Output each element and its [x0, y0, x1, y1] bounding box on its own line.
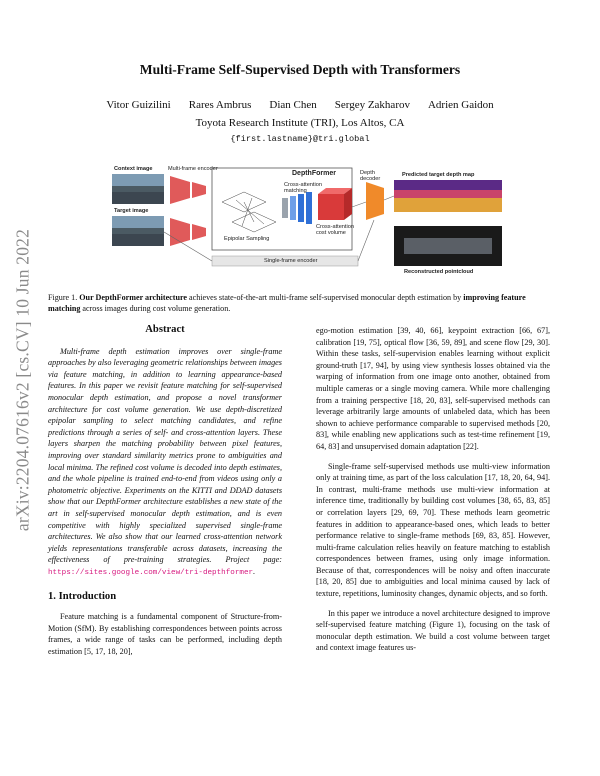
right-paragraph-3: In this paper we introduce a novel architecture designed to improve self-supervised feature matching (Figure 1), focusing on the task of monocular depth estimation. We build a cost volume between target and context image features us-: [316, 608, 550, 653]
author: Sergey Zakharov: [334, 99, 410, 111]
author: Rares Ambrus: [188, 99, 252, 111]
cost-volume-front: [318, 194, 344, 220]
encoder-target-b: [192, 224, 206, 240]
label-cross-attention-matching: Cross-attention matching: [284, 182, 322, 194]
caption-bold-a: Our DepthFormer architecture: [79, 293, 188, 302]
attn-block: [298, 194, 304, 222]
contact-email: {first.lastname}@tri.global: [230, 134, 370, 144]
architecture-diagram: [104, 162, 510, 282]
caption-mid: achieves state-of-the-art multi-frame self-supervised monocular depth estimation by: [187, 293, 464, 302]
label-cross-attention-cost-volume: Cross-attention cost volume: [316, 224, 354, 236]
abstract-heading: Abstract: [145, 324, 185, 335]
label-multi-frame-encoder: Multi-frame encoder: [168, 166, 218, 172]
abstract-text: Multi-frame depth estimation improves over single-frame approaches by also leveraging geometric relationships between images via feature matching, in addition to learning appearance-based features. In this paper we revisit feature matching for self-supervised monocular depth estimation, and propose a novel transformer architecture for cost volume generation. We use depth-discretized epipolar sampling to select matching candidates, and refine predictions through a series of self- and cross-attention layers. These layers sharpen the matching probability between pixel features, improving over standard similarity metrics prone to ambiguities and local minima. The refined cost volume is decoded into depth estimates, and the whole pipeline is trained end-to-end from videos using only a photometric objective. Experiments on the KITTI and DDAD datasets show that our DepthFormer architecture establishes a new state of the art in self-supervised monocular depth estimation, and is even competitive with highly specialized supervised single-frame architectures. We also show that our learned cross-attention network yields representations transferable across datasets, increasing the effectiveness of pre-training strategies. Project page:: [48, 346, 282, 565]
caption-bold-b: improving feature matching: [48, 293, 526, 314]
target-image-sky: [112, 216, 164, 228]
caption-prefix: Figure 1.: [48, 293, 78, 302]
paper-title: Multi-Frame Self-Supervised Depth with Transformers: [139, 62, 461, 77]
label-reconstructed-pointcloud: Reconstructed pointcloud: [404, 269, 474, 275]
attn-block: [306, 192, 312, 224]
label-target-image: Target image: [114, 208, 149, 214]
depth-decoder-shape: [366, 182, 384, 220]
arrow-line: [384, 196, 394, 200]
intro-heading: 1. Introduction: [48, 591, 117, 603]
epipolar-sampling-sketch: [222, 192, 276, 232]
context-image-road: [112, 192, 164, 204]
intro-paragraph: Feature matching is a fundamental component of Structure-from-Motion (SfM). By establishing correspondences between points across frames, a wide range of tasks can be performed, including depth estimation [5, 17, 18, 20],: [48, 612, 282, 656]
caption-suffix: across images during cost volume generation.: [80, 304, 231, 314]
affiliation: Toyota Research Institute (TRI), Los Altos, CA: [195, 117, 405, 129]
arxiv-stamp-text: arXiv:2204.07616v2 [cs.CV] 10 Jun 2022: [12, 228, 33, 532]
arrow-line: [358, 220, 374, 261]
author: Dian Chen: [269, 99, 317, 111]
encoder-context-b: [192, 182, 206, 198]
right-paragraph-2: Single-frame self-supervised methods use multi-view information only at training time, as part of the loss calculation [17, 18, 20, 64, 94]. In contrast, multi-frame methods use multi-view information at inference time, traditionally by building cost volumes [38, 65, 83, 85] or correlation layers [29, 69, 70]. These methods learn geometric features in addition to appearance-based ones, which leads to better performance relative to single-frame methods [69, 83, 85]. However, multi-frame calculation relies heavily on feature matching to establish correspondences between frames, using only image information. Because of that, correspondences will be noisy and often inaccurate [18, 20, 85] due to ambiguities and local minima caused by lack of texture, repetitions, luminosity changes, dynamic objects, and so forth.: [316, 461, 550, 599]
arxiv-stamp: [8, 150, 38, 610]
predicted-depth-map-mid: [394, 190, 502, 198]
left-column: [48, 324, 282, 665]
context-image-sky: [112, 174, 164, 186]
abstract-body: [48, 346, 282, 580]
label-single-frame-encoder: Single-frame encoder: [264, 258, 318, 264]
encoder-context-a: [170, 176, 190, 204]
label-depthformer: DepthFormer: [292, 170, 336, 177]
right-column: [316, 325, 550, 662]
attn-block: [290, 196, 296, 220]
label-context-image: Context image: [114, 166, 153, 172]
label-predicted-depth-map: Predicted target depth map: [402, 172, 475, 178]
author: Vitor Guizilini: [106, 99, 171, 111]
figure-1: [104, 162, 510, 282]
abstract-end: .: [253, 566, 256, 576]
predicted-depth-map-near: [394, 196, 502, 212]
author: Adrien Gaidon: [427, 99, 494, 111]
right-paragraph-1: ego-motion estimation [39, 40, 66], keypoint extraction [66, 67], calibration [19, 75], optical flow [36, 59, 89], and scene flow [29, 30]. Within these tasks, self-supervision enables learning without explicit ground-truth [17, 94], by using view synthesis losses obtained via the warping of information from one image onto another, obtained from multiple cameras or a single moving camera. While more challenging from a training perspective [18, 20, 83], self-supervised methods can leverage arbitrarily large amounts of unlabeled data, which has been shown to achieve performance comparable to supervised methods [20, 83], while enabling new applications such as test-time refinement [19, 64, 83] and unsupervised domain adaptation [22].: [316, 326, 550, 451]
label-epipolar-sampling: Epipolar Sampling: [224, 236, 270, 242]
arrow-line: [352, 202, 366, 207]
attn-block: [282, 198, 288, 218]
project-page-link[interactable]: https://sites.google.com/view/tri-depthformer: [48, 568, 254, 577]
label-depth-decoder: Depth decoder: [360, 170, 381, 182]
pointcloud-points: [404, 238, 492, 254]
figure-caption: [48, 292, 553, 315]
author-list: [40, 99, 560, 111]
target-image-road: [112, 234, 164, 246]
